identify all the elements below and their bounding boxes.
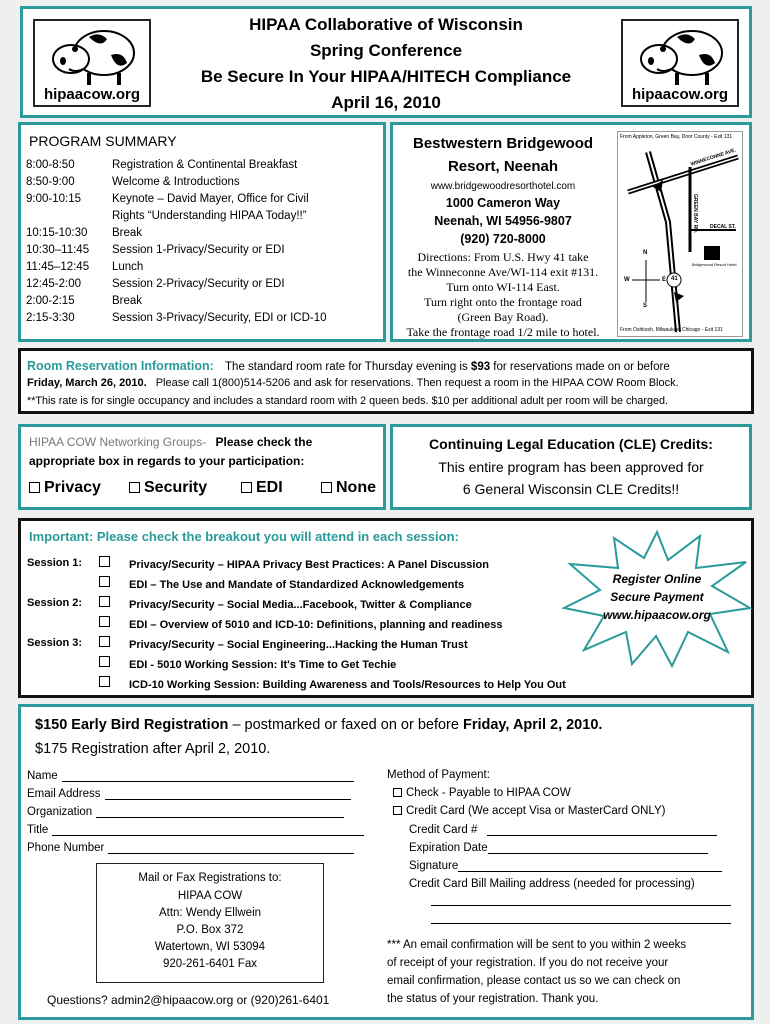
mail-line: Watertown, WI 53094 bbox=[154, 941, 266, 953]
expiration-line[interactable] bbox=[488, 853, 708, 854]
edi-option[interactable] bbox=[241, 479, 283, 497]
schedule-time: 10:30–11:45 bbox=[26, 244, 90, 256]
compass-south: S bbox=[643, 303, 648, 309]
venue-location: Resort, Neenah bbox=[447, 158, 559, 175]
map-hwy-label: 41 bbox=[671, 276, 678, 282]
mail-line: Attn: Wendy Ellwein bbox=[158, 907, 262, 919]
breakout-checkbox[interactable] bbox=[99, 556, 110, 567]
pay-by-check-option[interactable] bbox=[393, 787, 571, 799]
mail-box bbox=[96, 863, 324, 983]
schedule-time: 9:00-10:15 bbox=[26, 193, 81, 205]
breakout-heading: Important: Please check the breakout you will attend in each session: bbox=[29, 529, 459, 544]
schedule-description: Session 2-Privacy/Security or EDI bbox=[112, 278, 285, 290]
early-bird-price: $150 Early Bird Registration bbox=[35, 717, 229, 733]
logo-text: hipaacow.org bbox=[43, 86, 141, 103]
signature-label: Signature bbox=[409, 860, 459, 872]
security-checkbox[interactable] bbox=[129, 482, 140, 493]
cle-line-2: 6 General Wisconsin CLE Credits!! bbox=[462, 481, 680, 497]
room-heading: Room Reservation Information: bbox=[27, 359, 214, 373]
field-label: Title bbox=[27, 824, 49, 836]
expiration-field[interactable] bbox=[409, 842, 708, 854]
venue-url[interactable]: www.bridgewoodresorthotel.com bbox=[430, 181, 576, 192]
registration-field[interactable] bbox=[27, 769, 354, 782]
card-number-label: Credit Card # bbox=[409, 824, 478, 836]
privacy-label: Privacy bbox=[44, 479, 101, 496]
billing-line-2[interactable] bbox=[431, 911, 731, 924]
field-label: Name bbox=[27, 770, 58, 782]
field-input-line[interactable] bbox=[105, 787, 351, 800]
registration-panel bbox=[18, 704, 754, 1020]
schedule-row bbox=[26, 261, 382, 277]
pay-card-checkbox[interactable] bbox=[393, 806, 402, 815]
signature-line[interactable] bbox=[458, 871, 722, 872]
room-deadline: Friday, March 26, 2010. bbox=[27, 377, 147, 389]
directions-line: Take the frontage road 1/2 mile to hotel. bbox=[406, 325, 600, 339]
directions-line: Directions: From U.S. Hwy 41 take bbox=[417, 250, 589, 264]
schedule-description: Registration & Continental Breakfast bbox=[112, 159, 298, 171]
field-input-line[interactable] bbox=[108, 841, 354, 854]
schedule-row bbox=[26, 312, 382, 328]
cle-panel bbox=[390, 424, 752, 510]
mail-line: 920-261-6401 Fax bbox=[163, 958, 257, 970]
schedule-time: 10:15-10:30 bbox=[26, 227, 88, 239]
privacy-option[interactable] bbox=[29, 479, 101, 497]
session-label: Session 2: bbox=[27, 597, 83, 609]
late-registration: $175 Registration after April 2, 2010. bbox=[35, 741, 271, 757]
breakout-option[interactable] bbox=[27, 575, 627, 593]
none-label: None bbox=[336, 479, 376, 496]
room-price: $93 bbox=[470, 361, 491, 373]
map-caption-top: From Appleton, Green Bay, Door County - Exit 131 bbox=[620, 134, 733, 140]
cle-line-1: This entire program has been approved for bbox=[438, 459, 704, 475]
breakout-checkbox[interactable] bbox=[99, 616, 110, 627]
breakout-checkbox[interactable] bbox=[99, 656, 110, 667]
confirmation-note: *** An email confirmation will be sent to you within 2 weeks bbox=[387, 939, 687, 951]
confirmation-note: email confirmation, please contact us so we can check on bbox=[387, 975, 681, 987]
schedule-row bbox=[26, 278, 382, 294]
directions-line: the Winneconne Ave/WI-114 exit #131. bbox=[407, 265, 599, 279]
map-road-label: GREEN BAY RD. bbox=[692, 194, 698, 234]
breakout-option[interactable] bbox=[27, 595, 627, 613]
card-number-field[interactable] bbox=[409, 824, 717, 836]
schedule-description: Session 3-Privacy/Security, EDI or ICD-10 bbox=[112, 312, 327, 324]
early-bird-terms: – postmarked or faxed on or before bbox=[228, 717, 463, 733]
compass-west: W bbox=[624, 277, 630, 283]
registration-field[interactable] bbox=[27, 787, 351, 800]
program-summary-panel bbox=[18, 122, 386, 342]
networking-heading: HIPAA COW Networking Groups- bbox=[29, 435, 207, 449]
map-caption-bottom: From Oshkosh, Milwaukee, Chicago - Exit 131 bbox=[620, 327, 723, 333]
venue-name: Bestwestern Bridgewood bbox=[412, 135, 594, 152]
schedule-row bbox=[26, 227, 382, 243]
conference-subtitle: Spring Conference bbox=[309, 41, 463, 60]
cle-heading: Continuing Legal Education (CLE) Credits: bbox=[429, 436, 713, 452]
breakout-option[interactable] bbox=[27, 675, 627, 693]
schedule-time: 8:50-9:00 bbox=[26, 176, 75, 188]
cow-icon bbox=[637, 25, 727, 87]
security-option[interactable] bbox=[129, 479, 207, 497]
breakout-checkbox[interactable] bbox=[99, 636, 110, 647]
billing-address-label: Credit Card Bill Mailing address (needed for processing) bbox=[409, 878, 695, 890]
breakout-title: Privacy/Security – HIPAA Privacy Best Practices: A Panel Discussion bbox=[129, 559, 489, 571]
schedule-description: Welcome & Introductions bbox=[112, 176, 240, 188]
room-rate-text: The standard room rate for Thursday evening is bbox=[225, 361, 471, 373]
field-label: Organization bbox=[27, 806, 93, 818]
breakout-option[interactable] bbox=[27, 615, 627, 633]
early-bird-line bbox=[35, 717, 602, 733]
questions-contact: Questions? admin2@hipaacow.org or (920)261-6401 bbox=[47, 993, 330, 1007]
privacy-checkbox[interactable] bbox=[29, 482, 40, 493]
venue-panel bbox=[390, 122, 752, 342]
venue-street: 1000 Cameron Way bbox=[445, 196, 561, 210]
room-note: **This rate is for single occupancy and includes a standard room with 2 queen beds. $10 per additional adult per room will be charged. bbox=[27, 395, 668, 407]
directions-map bbox=[617, 131, 743, 337]
security-label: Security bbox=[144, 479, 208, 496]
schedule-time: 12:45-2:00 bbox=[26, 278, 81, 290]
map-road-label: WINNECONNE AVE. bbox=[690, 147, 737, 168]
room-reservation-panel bbox=[18, 348, 754, 414]
field-label: Phone Number bbox=[27, 842, 105, 854]
mail-line: HIPAA COW bbox=[177, 890, 243, 902]
pay-check-checkbox[interactable] bbox=[393, 788, 402, 797]
conference-date: April 16, 2010 bbox=[331, 93, 441, 112]
none-checkbox[interactable] bbox=[321, 482, 332, 493]
room-line-2 bbox=[27, 377, 679, 389]
expiration-label: Expiration Date bbox=[409, 842, 488, 854]
logo-text: hipaacow.org bbox=[631, 86, 729, 103]
register-online-text: Register Online bbox=[612, 572, 702, 586]
breakout-title: Privacy/Security – Social Engineering...Hacking the Human Trust bbox=[129, 639, 468, 651]
early-bird-date: Friday, April 2, 2010. bbox=[462, 717, 603, 733]
header-panel bbox=[20, 6, 752, 118]
signature-field[interactable] bbox=[409, 860, 722, 872]
schedule-time: 8:00-8:50 bbox=[26, 159, 75, 171]
breakout-checkbox[interactable] bbox=[99, 576, 110, 587]
session-label: Session 3: bbox=[27, 637, 83, 649]
breakout-title: Privacy/Security – Social Media...Facebook, Twitter & Compliance bbox=[129, 599, 472, 611]
schedule-row bbox=[26, 295, 382, 311]
networking-instruction-2: appropriate box in regards to your participation: bbox=[29, 454, 305, 468]
schedule-row bbox=[26, 159, 382, 175]
program-heading: PROGRAM SUMMARY bbox=[29, 133, 177, 149]
mail-line: P.O. Box 372 bbox=[176, 924, 244, 936]
compass-east: E bbox=[662, 277, 667, 283]
register-url[interactable]: www.hipaacow.org bbox=[603, 608, 711, 622]
room-call-text: Please call 1(800)514-5206 and ask for reservations. Then request a room in the HIPAA COW Room Block. bbox=[155, 377, 679, 389]
networking-line-1 bbox=[29, 435, 312, 449]
breakout-title: ICD-10 Working Session: Building Awareness and Tools/Resources to Help You Out bbox=[129, 679, 566, 691]
schedule-time: 2:15-3:30 bbox=[26, 312, 75, 324]
schedule-time: 2:00-2:15 bbox=[26, 295, 75, 307]
schedule-description: Lunch bbox=[112, 261, 144, 273]
room-rate-text: for reservations made on or before bbox=[490, 361, 670, 373]
map-roads bbox=[618, 132, 742, 336]
mail-heading: Mail or Fax Registrations to: bbox=[138, 872, 282, 884]
schedule-description: Break bbox=[112, 227, 143, 239]
schedule-row bbox=[26, 176, 382, 192]
schedule-description: Break bbox=[112, 295, 143, 307]
card-number-line[interactable] bbox=[487, 835, 717, 836]
confirmation-note: the status of your registration. Thank you. bbox=[387, 993, 599, 1005]
pay-check-label: Check - Payable to HIPAA COW bbox=[406, 787, 571, 799]
directions-line: Turn onto WI-114 East. bbox=[446, 280, 560, 294]
directions-line: (Green Bay Road). bbox=[457, 310, 549, 324]
compass-north: N bbox=[643, 250, 648, 256]
registration-field[interactable] bbox=[27, 823, 364, 836]
pay-by-card-option[interactable] bbox=[393, 805, 665, 817]
session-label: Session 1: bbox=[27, 557, 83, 569]
hipaacow-logo-right bbox=[621, 19, 739, 107]
networking-panel bbox=[18, 424, 386, 510]
schedule-time: 11:45–12:45 bbox=[26, 261, 90, 273]
schedule-description: Rights “Understanding HIPAA Today!!” bbox=[112, 210, 307, 222]
schedule-description: Keynote – David Mayer, Office for Civil bbox=[112, 193, 309, 205]
breakout-checkbox[interactable] bbox=[99, 676, 110, 687]
registration-field[interactable] bbox=[27, 805, 344, 818]
edi-label: EDI bbox=[256, 479, 283, 496]
breakout-option[interactable] bbox=[27, 555, 627, 573]
register-online-starburst[interactable] bbox=[560, 528, 754, 670]
breakout-option[interactable] bbox=[27, 655, 627, 673]
breakout-option[interactable] bbox=[27, 635, 627, 653]
conference-theme: Be Secure In Your HIPAA/HITECH Compliance bbox=[200, 67, 572, 86]
map-hotel-label: Bridgewood Resort Hotel bbox=[692, 262, 737, 267]
map-road-label: DECAL ST. bbox=[710, 224, 736, 230]
conference-title: HIPAA Collaborative of Wisconsin bbox=[249, 15, 523, 34]
field-input-line[interactable] bbox=[52, 823, 364, 836]
field-input-line[interactable] bbox=[62, 769, 354, 782]
venue-phone: (920) 720-8000 bbox=[460, 232, 546, 246]
breakout-title: EDI – The Use and Mandate of Standardized Acknowledgements bbox=[129, 579, 465, 591]
venue-city: Neenah, WI 54956-9807 bbox=[434, 214, 572, 228]
networking-instruction: Please check the bbox=[215, 435, 313, 449]
schedule-row bbox=[26, 193, 382, 209]
breakout-title: EDI – Overview of 5010 and ICD-10: Definitions, planning and readiness bbox=[129, 619, 503, 631]
schedule-row bbox=[26, 244, 382, 260]
breakout-checkbox[interactable] bbox=[99, 596, 110, 607]
billing-line-1[interactable] bbox=[431, 893, 731, 906]
field-label: Email Address bbox=[27, 788, 101, 800]
breakout-title: EDI - 5010 Working Session: It's Time to Get Techie bbox=[129, 659, 397, 671]
confirmation-note: of receipt of your registration. If you do not receive your bbox=[387, 957, 669, 969]
directions-line: Turn right onto the frontage road bbox=[424, 295, 582, 309]
edi-checkbox[interactable] bbox=[241, 482, 252, 493]
room-line-1 bbox=[27, 359, 670, 373]
secure-payment-text: Secure Payment bbox=[610, 590, 704, 604]
none-option[interactable] bbox=[321, 479, 376, 497]
field-input-line[interactable] bbox=[96, 805, 344, 818]
registration-field[interactable] bbox=[27, 841, 354, 854]
payment-heading: Method of Payment: bbox=[387, 769, 490, 781]
schedule-row bbox=[26, 210, 382, 226]
pay-card-label: Credit Card (We accept Visa or MasterCard ONLY) bbox=[406, 805, 666, 817]
schedule-description: Session 1-Privacy/Security or EDI bbox=[112, 244, 285, 256]
venue-text bbox=[393, 125, 613, 339]
